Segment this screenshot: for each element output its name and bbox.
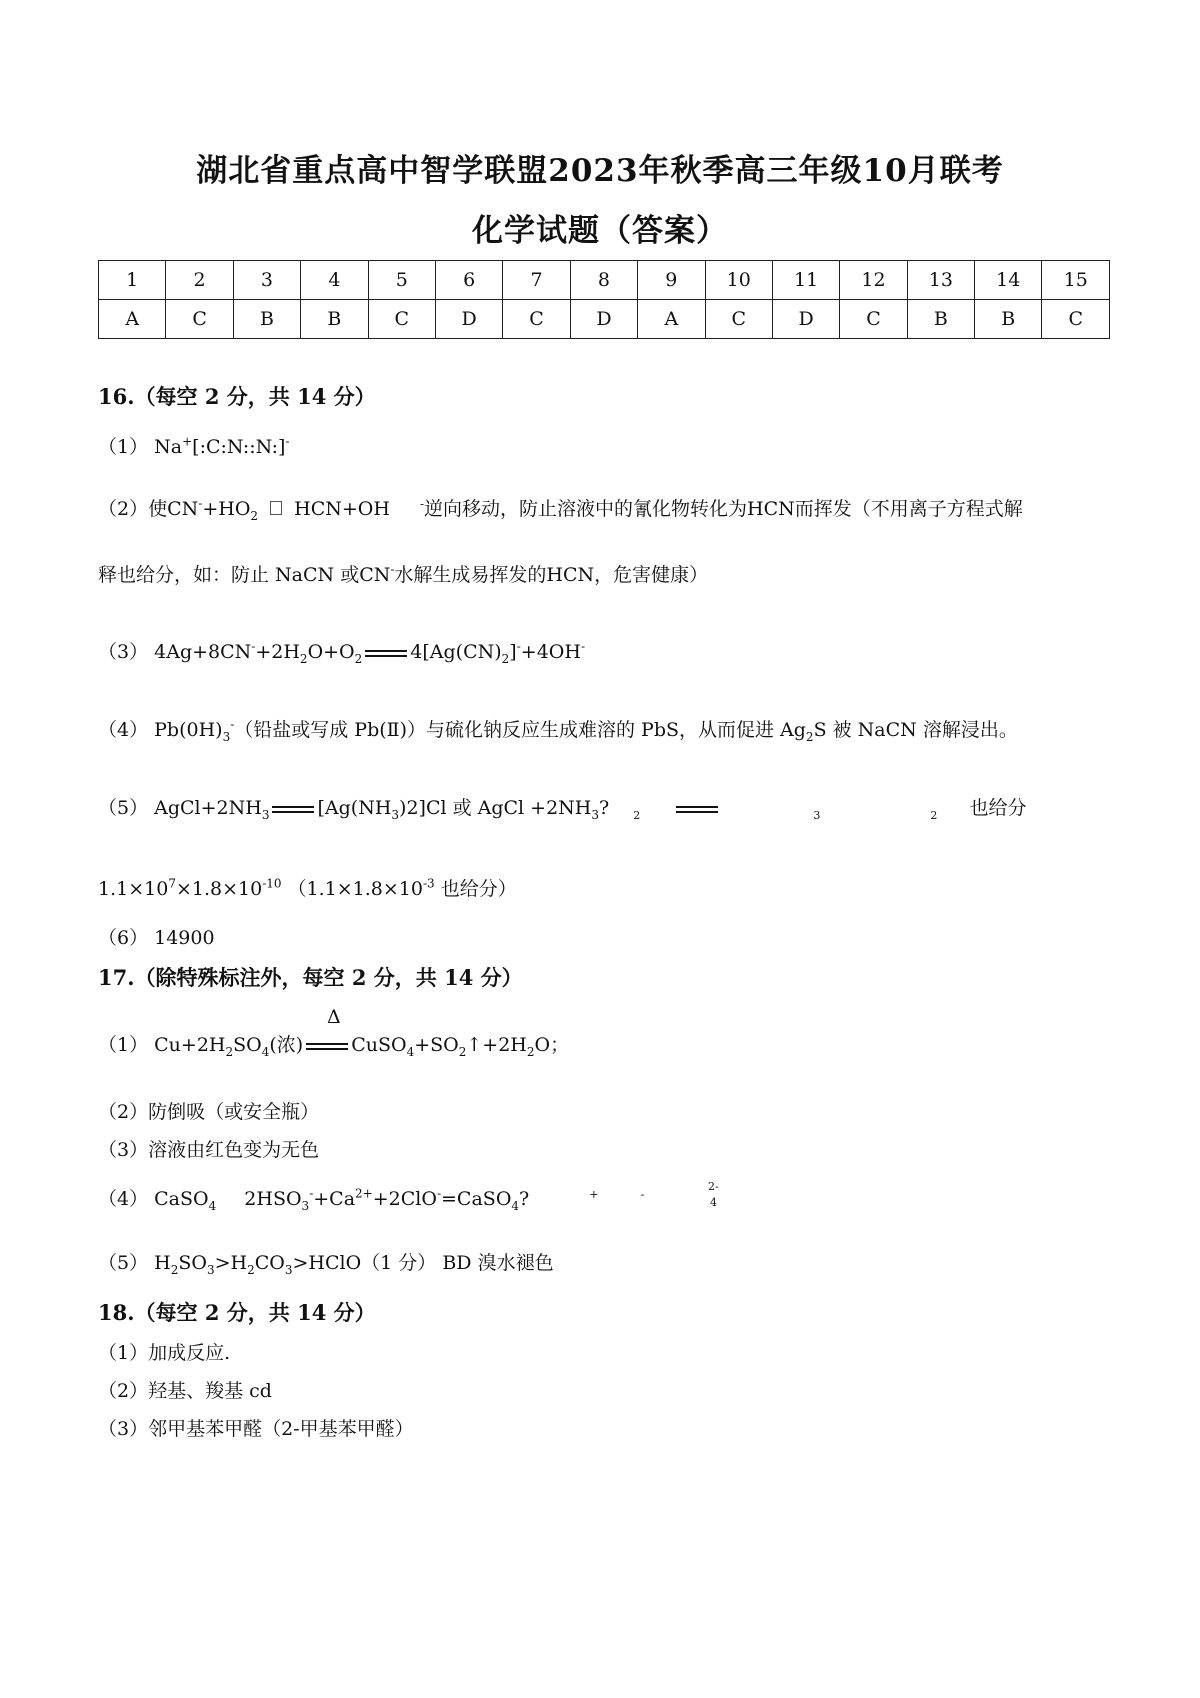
question-number-cell: 10 <box>705 261 772 300</box>
question-number-cell: 11 <box>772 261 839 300</box>
question-number-cell: 8 <box>570 261 637 300</box>
q17-sub: 4 <box>406 1044 415 1059</box>
q16-text: [:C:N::N:] <box>192 436 286 458</box>
q17-sup: - <box>640 1187 645 1201</box>
answer-cell: B <box>301 300 368 339</box>
q17-text: >HClO（1 分） BD 溴水褪色 <box>292 1252 554 1274</box>
q16-sub: 3 <box>591 807 600 822</box>
q17-line4 <box>98 1184 644 1213</box>
q17-sub: 4 <box>208 1198 217 1213</box>
q16-text: O+O <box>307 641 355 663</box>
q17-text: SO <box>233 1034 262 1056</box>
q16-sub: 2 <box>805 729 814 744</box>
question-number-cell: 13 <box>907 261 974 300</box>
q17-line3: （3）溶液由红色变为无色 <box>98 1139 320 1161</box>
q16-sub: 2 <box>250 508 259 523</box>
q16-sup: - <box>580 639 585 654</box>
q16-text: 4[Ag(CN) <box>410 641 502 663</box>
q16-text: [Ag(NH <box>317 797 392 819</box>
q16-sub: 3 <box>222 729 231 744</box>
q16-text: 水解生成易挥发的HCN，危害健康） <box>394 564 709 586</box>
answer-cell: A <box>99 300 166 339</box>
q17-subscript: 4 <box>710 1196 717 1209</box>
q16-text: +4OH <box>520 641 581 663</box>
question-number-cell: 14 <box>975 261 1042 300</box>
q16-line6: （6） 14900 <box>98 927 215 949</box>
q16-line2b <box>98 560 708 587</box>
q16-sup: - <box>390 562 395 577</box>
q17-text: =CaSO <box>441 1188 512 1210</box>
equals-sign <box>676 806 718 813</box>
missing-glyph-icon <box>270 501 282 515</box>
q17-text: CuSO <box>351 1034 407 1056</box>
answer-cell: C <box>368 300 435 339</box>
q16-text: ×1.8×10 <box>175 878 263 900</box>
q16-sub: 2 <box>299 651 308 666</box>
answer-cell: C <box>503 300 570 339</box>
q16-sup: -10 <box>262 876 282 891</box>
answer-table <box>98 260 1110 339</box>
q16-sup: - <box>285 434 290 449</box>
q16-line5 <box>98 793 1026 822</box>
q16-sub: 2 <box>633 808 641 822</box>
q17-sup: 2+ <box>355 1186 373 1201</box>
q17-text: >H <box>214 1252 248 1274</box>
q16-text: 逆向移动，防止溶液中的氰化物转化为HCN而挥发（不用离子方程式解 <box>424 498 1023 520</box>
equals-sign <box>306 1043 348 1050</box>
q18-line1: （1）加成反应. <box>98 1342 231 1364</box>
page-title: 湖北省重点高中智学联盟2023年秋季高三年级10月联考 <box>196 153 1004 189</box>
q16-sub: 3 <box>813 808 821 822</box>
q17-sub: 4 <box>511 1198 520 1213</box>
question-number-cell: 9 <box>638 261 705 300</box>
question-number-cell: 3 <box>233 261 300 300</box>
q16-text: HCN+OH <box>294 498 390 520</box>
q17-sub: 3 <box>301 1198 310 1213</box>
q17-text: +SO <box>414 1034 459 1056</box>
q16-sup: + <box>182 434 193 449</box>
q16-line4 <box>98 715 1018 744</box>
q16-sub: 3 <box>391 807 400 822</box>
q17-sub: 3 <box>206 1262 215 1277</box>
q17-text: CO <box>254 1252 285 1274</box>
q16-sup: - <box>419 496 425 511</box>
answer-cell: D <box>772 300 839 339</box>
delta-symbol: Δ <box>327 1006 341 1028</box>
q16-text: )2]Cl 或 AgCl +2NH <box>399 797 592 819</box>
question-number-cell: 6 <box>435 261 502 300</box>
q17-charge: 2- <box>708 1180 719 1193</box>
q17-heading: 17.（除特殊标注外，每空 2 分，共 14 分） <box>98 965 523 990</box>
q16-sub: 2 <box>930 808 938 822</box>
answer-cell: A <box>638 300 705 339</box>
equals-sign <box>272 806 314 813</box>
q16-text: S 被 NaCN 溶解浸出。 <box>813 719 1018 741</box>
q16-line5b <box>98 874 517 901</box>
q16-sup: - <box>516 639 521 654</box>
question-number-cell: 5 <box>368 261 435 300</box>
q17-text: SO <box>178 1252 207 1274</box>
q17-sub: 3 <box>284 1262 293 1277</box>
question-number-cell: 4 <box>301 261 368 300</box>
q17-text: +2ClO <box>372 1188 437 1210</box>
q17-text: +Ca <box>313 1188 356 1210</box>
answer-cell: C <box>166 300 233 339</box>
q16-text: （1.1×1.8×10 <box>287 878 423 900</box>
q17-text: ↑+2H <box>466 1034 527 1056</box>
answer-table-number-row <box>99 261 1110 300</box>
q18-line2: （2）羟基、羧基 cd <box>98 1380 272 1402</box>
q18-heading: 18.（每空 2 分，共 14 分） <box>98 1300 376 1325</box>
q17-text: （5） H <box>98 1252 171 1274</box>
q16-text: 也给分） <box>434 878 517 900</box>
q16-text: +H <box>202 498 235 520</box>
q16-text: O <box>234 498 251 520</box>
answer-cell: D <box>435 300 502 339</box>
answer-cell: B <box>907 300 974 339</box>
q17-sub: 4 <box>261 1044 270 1059</box>
answer-cell: B <box>975 300 1042 339</box>
q16-text: （2）使CN <box>98 498 199 520</box>
q16-text: （1） Na <box>98 436 183 458</box>
q17-line5 <box>98 1248 554 1277</box>
q16-sup: - <box>198 496 203 511</box>
q17-sup: - <box>309 1186 314 1201</box>
q17-text: O； <box>534 1034 570 1056</box>
q16-sup: -3 <box>422 876 435 891</box>
q17-text: (浓) <box>269 1034 304 1056</box>
page-subtitle: 化学试题（答案） <box>472 213 728 249</box>
answer-cell: B <box>233 300 300 339</box>
answer-cell: C <box>1042 300 1110 339</box>
answer-cell: C <box>705 300 772 339</box>
q17-text: （4） CaSO <box>98 1188 209 1210</box>
q16-text: （3） 4Ag+8CN <box>98 641 252 663</box>
q16-sup: 7 <box>168 876 176 891</box>
q16-text: ] <box>509 641 517 663</box>
q16-sub: 3 <box>261 807 270 822</box>
q17-sub: 2 <box>225 1044 234 1059</box>
q17-sub: 2 <box>170 1262 179 1277</box>
question-number-cell: 12 <box>840 261 907 300</box>
answer-cell: C <box>840 300 907 339</box>
q16-line2 <box>98 494 1023 523</box>
q16-text: 释也给分，如：防止 NaCN 或CN <box>98 564 391 586</box>
answer-table-answer-row <box>99 300 1110 339</box>
q17-sub: 2 <box>526 1044 535 1059</box>
q16-text: 1.1×10 <box>98 878 169 900</box>
q17-sup: - <box>436 1186 442 1201</box>
q17-line2: （2）防倒吸（或安全瓶） <box>98 1101 320 1123</box>
q18-line3: （3）邻甲基苯甲醛（2-甲基苯甲醛） <box>98 1418 414 1440</box>
q17-text: 2HSO <box>244 1188 302 1210</box>
q16-sup: - <box>251 639 256 654</box>
q16-text: （铅盐或写成 Pb(Ⅱ)）与硫化钠反应生成难溶的 PbS，从而促进 Ag <box>234 719 806 741</box>
q16-text: （4） Pb(0H) <box>98 719 223 741</box>
q16-sub: 2 <box>354 651 363 666</box>
q16-sub: 2 <box>501 651 510 666</box>
question-number-cell: 15 <box>1042 261 1110 300</box>
q17-text: （1） Cu+2H <box>98 1034 226 1056</box>
question-number-cell: 2 <box>166 261 233 300</box>
q16-text: ? <box>599 797 610 819</box>
q17-sup: + <box>589 1187 599 1201</box>
q16-heading: 16.（每空 2 分，共 14 分） <box>98 384 376 409</box>
q16-text: （5） AgCl+2NH <box>98 797 262 819</box>
q16-text: 也给分 <box>969 797 1027 819</box>
q17-sub: 2 <box>458 1044 467 1059</box>
question-number-cell: 7 <box>503 261 570 300</box>
equals-sign <box>365 650 407 657</box>
q17-text: ? <box>519 1188 530 1210</box>
q16-text: +2H <box>255 641 300 663</box>
q16-line3 <box>98 637 585 666</box>
q16-line1 <box>98 432 289 459</box>
q17-sub: 2 <box>247 1262 255 1277</box>
answer-cell: D <box>570 300 637 339</box>
q16-sup: - <box>230 717 235 732</box>
question-number-cell: 1 <box>99 261 166 300</box>
q17-line1 <box>98 1030 569 1059</box>
